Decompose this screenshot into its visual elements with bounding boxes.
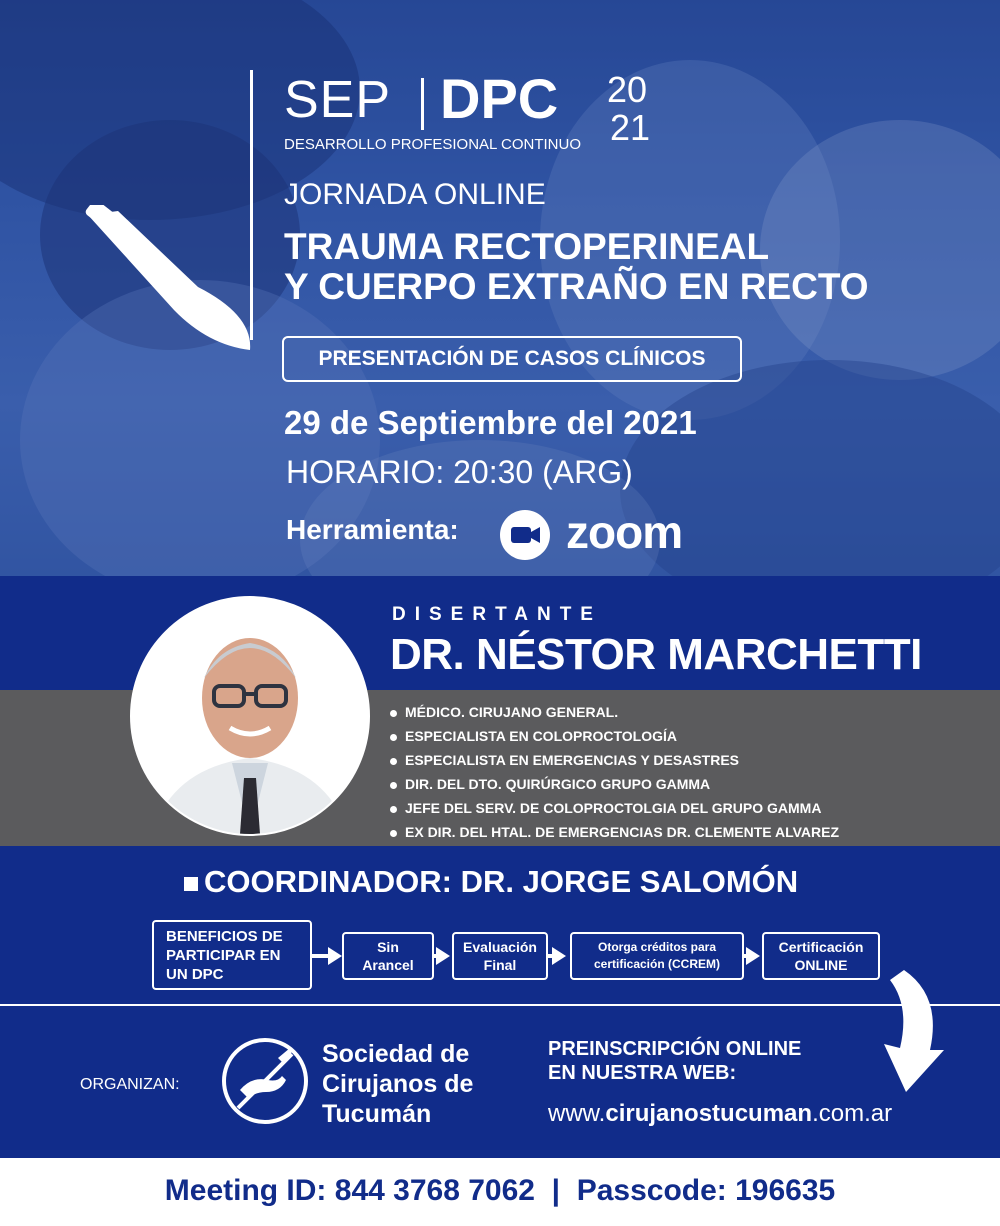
organizer-name-line3: Tucumán xyxy=(322,1100,432,1128)
credential-text: ESPECIALISTA EN COLOPROCTOLOGÍA xyxy=(405,728,677,744)
benefit-step-line2: ONLINE xyxy=(794,957,848,973)
benefits-intro-line1: BENEFICIOS DE xyxy=(166,927,283,945)
benefit-step-line1: Certificación xyxy=(778,939,864,955)
benefit-step xyxy=(452,932,548,980)
benefit-step-line1: Sin xyxy=(377,939,399,955)
benefit-step xyxy=(342,932,434,980)
brand-dpc: DPC xyxy=(440,67,559,130)
speaker-label: DISERTANTE xyxy=(392,604,602,625)
benefit-step-line2: Arancel xyxy=(362,957,414,973)
website-suffix: .com.ar xyxy=(812,1100,893,1127)
event-format-badge: PRESENTACIÓN DE CASOS CLÍNICOS xyxy=(282,336,742,382)
bullet-icon xyxy=(390,758,397,765)
benefits-intro-line3: UN DPC xyxy=(166,965,224,983)
speaker-photo xyxy=(130,596,370,836)
tool-label: Herramienta: xyxy=(286,514,459,545)
organizer-name-line1: Sociedad de xyxy=(322,1040,470,1068)
benefit-step-line2: certificación (CCREM) xyxy=(593,957,721,971)
header-divider xyxy=(250,70,253,340)
credential-item xyxy=(390,724,839,748)
surgeon-hand-scalpel-icon xyxy=(220,1036,310,1126)
credential-text: ESPECIALISTA EN EMERGENCIAS Y DESASTRES xyxy=(405,752,739,768)
credential-item xyxy=(390,820,839,844)
credential-item xyxy=(390,772,839,796)
organizer-name-line2: Cirujanos de xyxy=(322,1070,474,1098)
event-schedule: HORARIO: 20:30 (ARG) xyxy=(286,454,633,490)
website-domain: cirujanostucuman xyxy=(605,1100,813,1127)
benefits-intro-line2: PARTICIPAR EN xyxy=(166,946,281,964)
benefit-step-line1: Otorga créditos para xyxy=(597,940,717,954)
credential-text: EX DIR. DEL HTAL. DE EMERGENCIAS DR. CLEMENTE ALVAREZ xyxy=(405,824,840,840)
zoom-logo-text: zoom xyxy=(566,506,683,558)
brand-subtitle: DESARROLLO PROFESIONAL CONTINUO xyxy=(284,136,581,153)
credential-item xyxy=(390,700,839,724)
website-prefix: www. xyxy=(548,1100,606,1127)
benefit-step-line1: Evaluación xyxy=(463,939,537,955)
curved-arrow-icon xyxy=(880,966,950,1096)
organizer-label: ORGANIZAN: xyxy=(80,1076,180,1093)
event-date: 29 de Septiembre del 2021 xyxy=(284,404,697,441)
zoom-camera-icon xyxy=(500,510,550,560)
brand-separator xyxy=(421,78,424,130)
speaker-credentials xyxy=(390,700,839,844)
flow-arrow-icon xyxy=(328,947,342,965)
coordinator-bullet-icon xyxy=(184,877,198,891)
speaker-name: DR. NÉSTOR MARCHETTI xyxy=(390,630,922,679)
website-link[interactable] xyxy=(548,1100,892,1128)
brand-year-top: 20 xyxy=(607,69,648,110)
benefit-step-line2: Final xyxy=(483,957,517,973)
brand-sep: SEP xyxy=(284,71,392,129)
event-kind: JORNADA ONLINE xyxy=(284,178,546,211)
event-title-line1: TRAUMA RECTOPERINEAL xyxy=(284,226,770,267)
registration-line2: EN NUESTRA WEB: xyxy=(548,1062,737,1084)
scalpel-icon xyxy=(78,205,258,355)
credential-item xyxy=(390,796,839,820)
credential-text: JEFE DEL SERV. DE COLOPROCTOLGIA DEL GRUPO GAMMA xyxy=(405,800,822,816)
coordinator: COORDINADOR: DR. JORGE SALOMÓN xyxy=(204,864,799,899)
bullet-icon xyxy=(390,710,397,717)
benefits-intro-box xyxy=(152,920,312,990)
bullet-icon xyxy=(390,806,397,813)
benefit-step xyxy=(570,932,744,980)
flow-arrow-icon xyxy=(746,947,760,965)
flow-arrow-icon xyxy=(436,947,450,965)
bullet-icon xyxy=(390,830,397,837)
flow-arrow-icon xyxy=(552,947,566,965)
meeting-info: Meeting ID: 844 3768 7062 | Passcode: 196635 xyxy=(164,1174,836,1207)
brand-year-bottom: 21 xyxy=(610,107,651,148)
credential-text: DIR. DEL DTO. QUIRÚRGICO GRUPO GAMMA xyxy=(405,776,711,792)
credential-text: MÉDICO. CIRUJANO GENERAL. xyxy=(405,704,619,720)
benefit-step xyxy=(762,932,880,980)
credential-item xyxy=(390,748,839,772)
registration-line1: PREINSCRIPCIÓN ONLINE xyxy=(548,1038,802,1060)
bullet-icon xyxy=(390,734,397,741)
bullet-icon xyxy=(390,782,397,789)
event-title-line2: Y CUERPO EXTRAÑO EN RECTO xyxy=(284,266,869,307)
